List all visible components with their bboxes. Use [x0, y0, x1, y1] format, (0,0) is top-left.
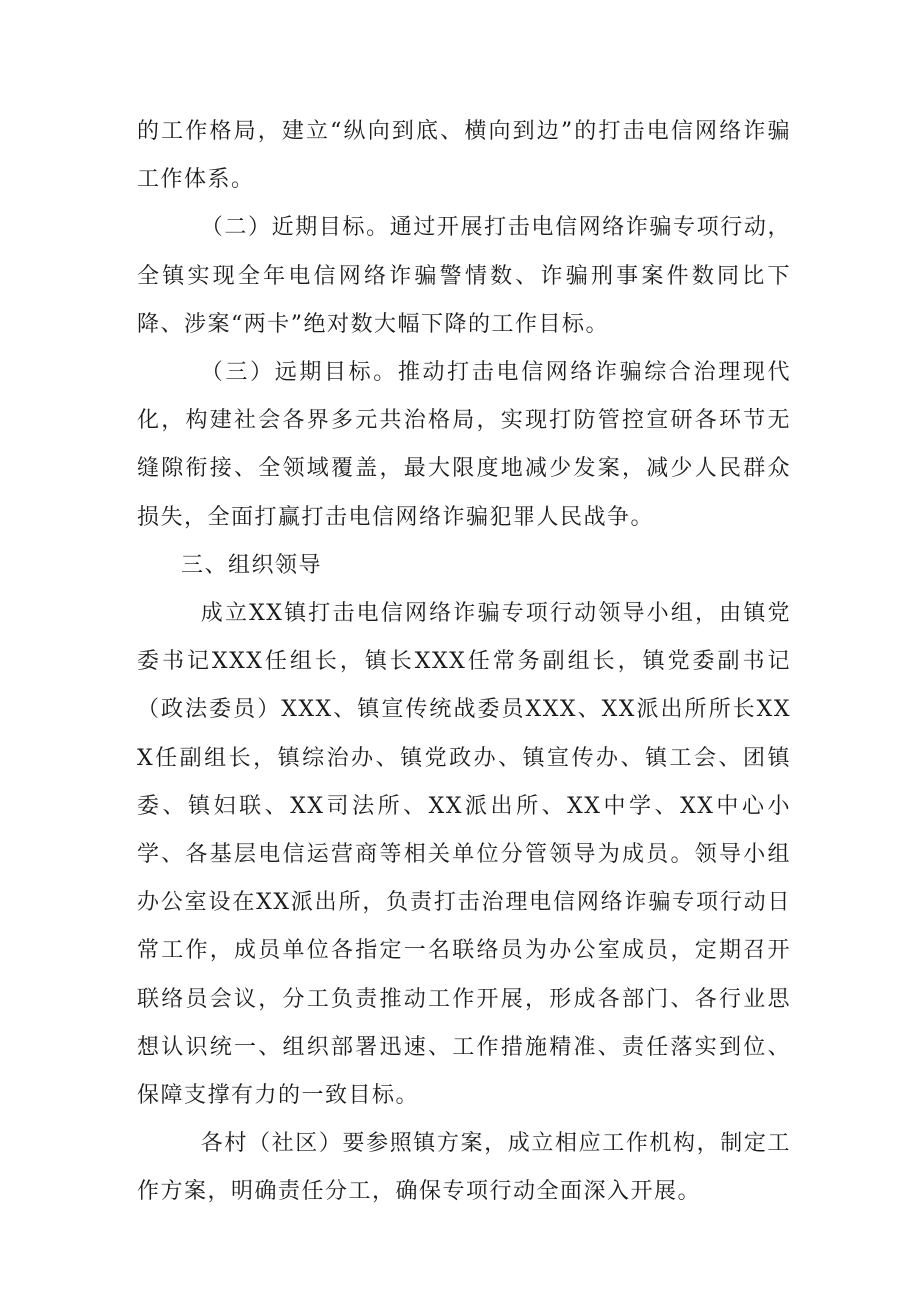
- section-heading-organization: 三、组织领导: [181, 552, 323, 578]
- paragraph-long-term-goal: （三）远期目标。推动打击电信网络诈骗综合治理现代化，构建社会各界多元共治格局，实现打防管控宣研各环节无缝隙衔接、全领域覆盖，最大限度地减少发案，减少人民群众损失，全面打赢打击电信网络诈骗犯罪人民战争。: [137, 360, 791, 530]
- paragraph-continuation: 的工作格局，建立“纵向到底、横向到边”的打击电信网络诈骗工作体系。: [137, 119, 791, 193]
- paragraph-villages: 各村（社区）要参照镇方案，成立相应工作机构，制定工作方案，明确责任分工，确保专项行动全面深入开展。: [137, 1131, 791, 1205]
- document-body: [137, 108, 791, 1217]
- paragraph-leadership-group: 成立XX镇打击电信网络诈骗专项行动领导小组，由镇党委书记XXX任组长，镇长XXX任常务副组长，镇党委副书记（政法委员）XXX、镇宣传统战委员XXX、XX派出所所长XXX任副组长，镇综治办、镇党政办、镇宣传办、镇工会、团镇委、镇妇联、XX司法所、XX派出所、XX中学、XX中心小学、各基层电信运营商等相关单位分管领导为成员。领导小组办公室设在XX派出所，负责打击治理电信网络诈骗专项行动日常工作，成员单位各指定一名联络员为办公室成员，定期召开联络员会议，分工负责推动工作开展，形成各部门、各行业思想认识统一、组织部署迅速、工作措施精准、责任落实到位、保障支撑有力的一致目标。: [137, 601, 791, 1109]
- paragraph-near-term-goal: （二）近期目标。通过开展打击电信网络诈骗专项行动，全镇实现全年电信网络诈骗警情数、诈骗刑事案件数同比下降、涉案“两卡”绝对数大幅下降的工作目标。: [137, 215, 791, 337]
